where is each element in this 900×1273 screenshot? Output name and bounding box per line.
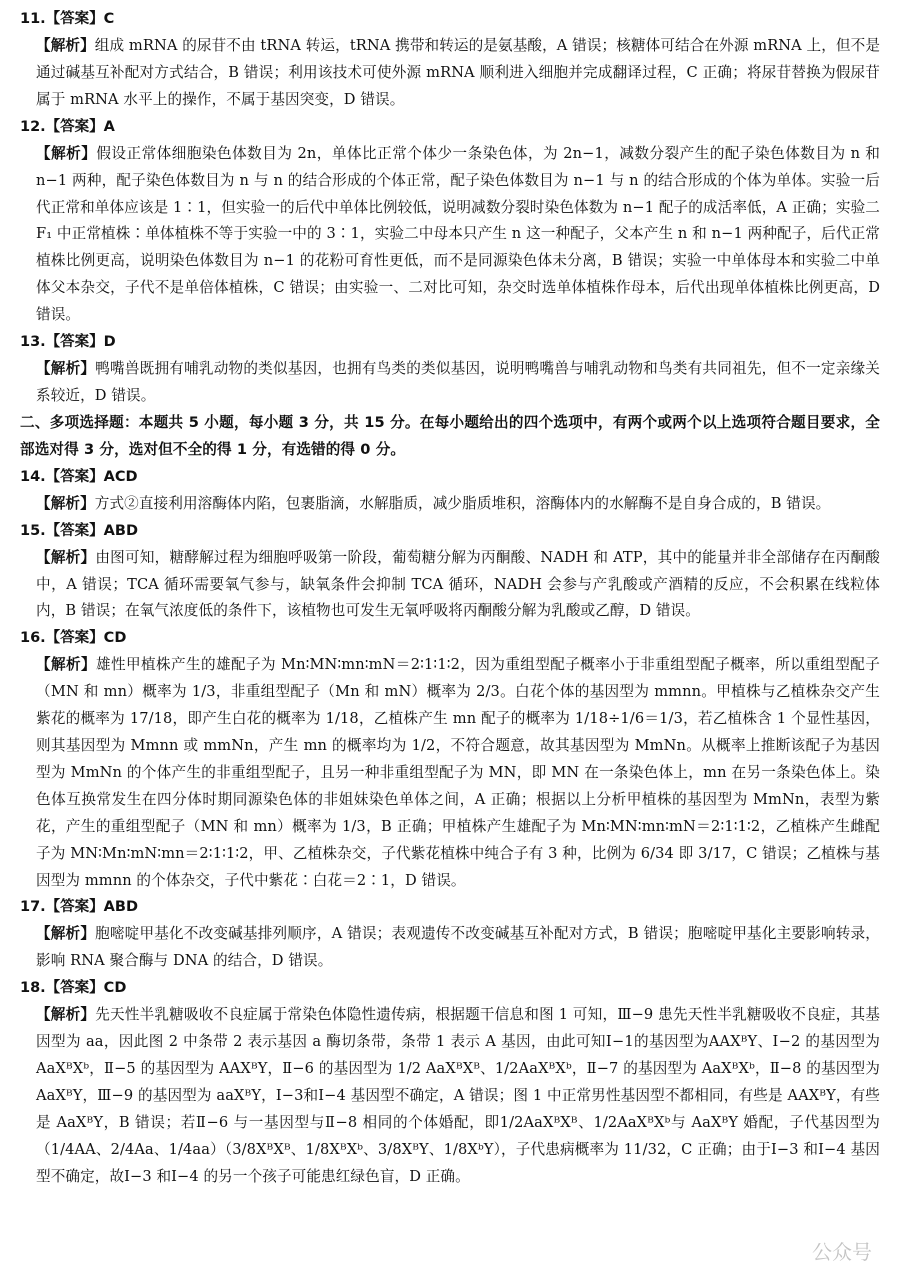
- analysis-text: [36, 921, 880, 975]
- watermark: 公众号: [812, 1240, 872, 1264]
- answer-line: 11.【答案】C: [20, 11, 115, 27]
- analysis-text: [36, 356, 880, 410]
- answer-line: 13.【答案】D: [20, 334, 116, 351]
- analysis-text: [36, 141, 880, 329]
- item-12: [20, 114, 881, 329]
- analysis-text: [36, 491, 880, 518]
- analysis-body: 组成 mRNA 的尿苷不由 tRNA 转运，tRNA 携带和转运的是氨基酸，A 错误；核糖体可结合在外源 mRNA 上，但不是通过碱基互补配对方式结合，B 错误；利用该技术可使外源 mRNA 顺利进入细胞并完成翻译过程，C 正确；将尿苷替换为假尿苷属于 mRNA 水平上的操作，不属于基因突变，D 错误。: [36, 37, 881, 108]
- answer-line: 12.【答案】A: [20, 118, 115, 135]
- analysis-tag: 【解析】: [36, 37, 95, 54]
- item-14: [20, 464, 880, 518]
- answer-line: 14.【答案】ACD: [20, 468, 138, 485]
- analysis-tag: 【解析】: [36, 494, 95, 512]
- analysis-body: 方式②直接利用溶酶体内陷，包裹脂滴，水解脂质，减少脂质堆积，溶酶体内的水解酶不是自身合成的，B 错误。: [94, 494, 831, 512]
- item-17: [20, 894, 880, 975]
- analysis-text: [36, 1002, 880, 1190]
- item-13: [20, 329, 881, 410]
- analysis-tag: 【解析】: [36, 1006, 96, 1024]
- answer-line: 15.【答案】ABD: [20, 522, 138, 539]
- analysis-body: 先天性半乳糖吸收不良症属于常染色体隐性遗传病，根据题干信息和图 1 可知，Ⅲ−9 患先天性半乳糖吸收不良症，其基因型为 aa，因此图 2 中条带 2 表示基因 a 酶切条带，条带 1 表示 A 基因，由此可知Ⅰ−1的基因型为AAXᴮY、Ⅰ−2 的基因型为 AaXᴮXᵇ，Ⅱ−5 的基因型为 AAXᴮY，Ⅱ−6 的基因型为 1/2 AaXᴮXᴮ、1/2AaXᴮXᵇ，Ⅱ−7 的基因型为 AaXᴮXᵇ，Ⅱ−8 的基因型为 AaXᴮY，Ⅲ−9 的基因型为 aaXᴮY，Ⅰ−3和Ⅰ−4 基因型不确定，A 错误；图 1 中正常男性基因型不都相同，有些是 AAXᴮY，有些是 AaXᴮY，B 错误；若Ⅱ−6 与一基因型与Ⅱ−8 相同的个体婚配，即1/2AaXᴮXᴮ、1/2AaXᴮXᵇ与 AaXᴮY 婚配，子代基因型为（1/4AA、2/4Aa、1/4aa）（3/8XᴮXᴮ、1/8XᴮXᵇ、3/8XᴮY、1/8XᵇY），子代患病概率为 11/32，C 正确；由于Ⅰ−3 和Ⅰ−4 基因型不确定，故Ⅰ−3 和Ⅰ−4 的另一个孩子可能患红绿色盲，D 正确。: [36, 1006, 880, 1185]
- analysis-tag: 【解析】: [36, 548, 96, 566]
- section-heading: 二、多项选择题：本题共 5 小题，每小题 3 分，共 15 分。在每小题给出的四个选项中，有两个或两个以上选项符合题目要求，全部选对得 3 分，选对但不全的得 1 分，有选错的得 0 分。: [20, 413, 880, 458]
- analysis-tag: 【解析】: [36, 656, 97, 674]
- item-15: [20, 518, 880, 626]
- analysis-body: 鸭嘴兽既拥有哺乳动物的类似基因，也拥有鸟类的类似基因，说明鸭嘴兽与哺乳动物和鸟类有共同祖先，但不一定亲缘关系较近，D 错误。: [36, 360, 881, 404]
- analysis-tag: 【解析】: [36, 925, 96, 943]
- analysis-text: [36, 545, 880, 626]
- item-18: [20, 975, 880, 1190]
- analysis-body: 雄性甲植株产生的雄配子为 Mn∶MN∶mn∶mN＝2∶1∶1∶2，因为重组型配子概率小于非重组型配子概率，所以重组型配子（MN 和 mn）概率为 1/3，非重组型配子（Mn 和 mN）概率为 2/3。白花个体的基因型为 mmnn。甲植株与乙植株杂交产生紫花的概率为 17/18，即产生白花的概率为 1/18，乙植株产生 mn 配子的概率为 1/18÷1/6＝1/3，若乙植株含 1 个显性基因，则其基因型为 Mmnn 或 mmNn，产生 mn 的概率均为 1/2，不符合题意，故其基因型为 MmNn。从概率上推断该配子为基因型为 MmNn 的个体产生的非重组型配子，且另一种非重组型配子为 MN，即 MN 在一条染色体上，mn 在另一条染色体上。染色体互换常发生在四分体时期同源染色体的非姐妹染色单体之间，A 正确；根据以上分析甲植株的基因型为 MmNn，表型为紫花，产生的重组型配子（MN 和 mn）概率为 1/3，B 正确；甲植株产生雄配子为 Mn∶MN∶mn∶mN＝2∶1∶1∶2，乙植株产生雌配子为 MN∶Mn∶mN∶mn＝2∶1∶1∶2，甲、乙植株杂交，子代紫花植株中纯合子有 3 种，比例为 6/34 即 3/17，C 错误；乙植株与基因型为 mmnn 的个体杂交，子代中紫花∶白花＝2∶1，D 错误。: [36, 656, 880, 889]
- analysis-tag: 【解析】: [36, 144, 97, 162]
- answer-line: 18.【答案】CD: [20, 980, 127, 997]
- answer-line: 16.【答案】CD: [20, 630, 127, 647]
- analysis-tag: 【解析】: [36, 360, 96, 378]
- analysis-body: 由图可知，糖酵解过程为细胞呼吸第一阶段，葡萄糖分解为丙酮酸、NADH 和 ATP，其中的能量并非全部储存在丙酮酸中，A 错误；TCA 循环需要氧气参与，缺氧条件会抑制 TCA 循环，NADH 会参与产乳酸或产酒精的反应，不会积累在线粒体内，B 错误；在氧气浓度低的条件下，该植物也可发生无氧呼吸将丙酮酸分解为乳酸或乙醇，D 错误。: [36, 548, 880, 620]
- analysis-body: 胞嘧啶甲基化不改变碱基排列顺序，A 错误；表观遗传不改变碱基互补配对方式，B 错误；胞嘧啶甲基化主要影响转录，影响 RNA 聚合酶与 DNA 的结合，D 错误。: [36, 925, 880, 970]
- item-16: [20, 625, 880, 894]
- analysis-text: [36, 652, 880, 894]
- analysis-text: [36, 33, 880, 114]
- answer-line: 17.【答案】ABD: [20, 899, 138, 916]
- analysis-body: 假设正常体细胞染色体数目为 2n，单体比正常个体少一条染色体，为 2n−1，减数分裂产生的配子染色体数目为 n 和 n−1 两种，配子染色体数目为 n 与 n 的结合形成的个体正常，配子染色体数目为 n−1 与 n 的结合形成的个体为单体。实验一后代正常和单体应该是 1∶1，但实验一的后代中单体比例较低，说明减数分裂时染色体数为 n−1 配子的成活率低，A 正确；实验二 F₁ 中正常植株∶单体植株不等于实验一中的 3∶1，实验二中母本只产生 n 这一种配子，父本产生 n 和 n−1 两种配子，后代正常植株比例更高，说明染色体数目为 n−1 的花粉可育性更低，而不是同源染色体未分离，B 错误；实验一中单体母本和实验二中单体父本杂交，子代不是单倍体植株，C 错误；由实验一、二对比可知，杂交时选单体植株作母本，后代出现单体植株比例更高，D 错误。: [36, 144, 881, 324]
- item-11: [20, 6, 881, 114]
